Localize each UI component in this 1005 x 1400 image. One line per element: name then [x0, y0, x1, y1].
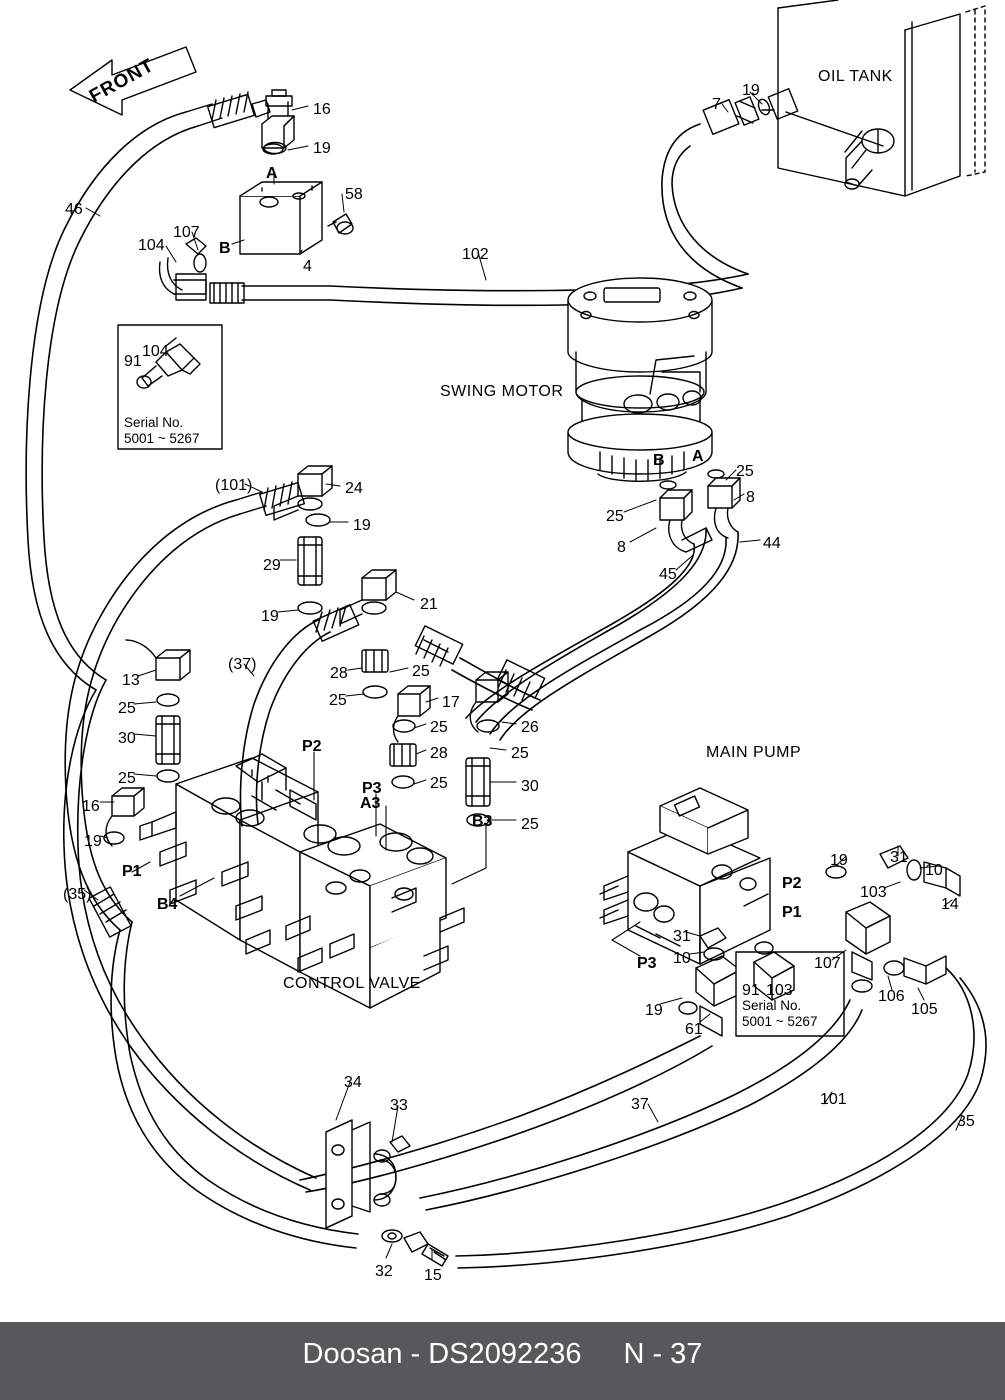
callout-P1: P1 [782, 904, 802, 921]
callout-19: 19 [261, 608, 279, 625]
main-pump-label: MAIN PUMP [706, 744, 802, 761]
callout-25: 25 [606, 508, 624, 525]
footer-brand-part: Doosan - DS2092236 [302, 1338, 582, 1370]
callout-104: 104 [138, 237, 165, 254]
callout-10: 10 [673, 950, 691, 967]
oil-tank-body [778, 0, 985, 196]
callout-13: 13 [122, 672, 140, 689]
callout-B3: B3 [472, 813, 493, 830]
hose-upper-right-diagonal [415, 626, 540, 710]
control-valve-assembly [140, 754, 464, 1008]
fitting-28-lower [390, 744, 416, 766]
callout-8: 8 [617, 539, 626, 556]
callout-19: 19 [313, 140, 331, 157]
callout-A: A [692, 448, 704, 465]
callout-16: 16 [313, 101, 331, 118]
callout-101: 101 [820, 1091, 847, 1108]
callout-P1: P1 [122, 863, 142, 880]
callout-B: B [219, 240, 231, 257]
callout-19: 19 [353, 517, 371, 534]
fitting-17 [394, 686, 431, 742]
main-pump-p1-fitting [846, 902, 946, 992]
hose-end-sleeve-102-left [210, 283, 244, 303]
washer-32 [382, 1230, 402, 1242]
callout-25: 25 [521, 816, 539, 833]
serial-note-left-part-91: 91 [124, 353, 142, 370]
screw-58 [328, 214, 353, 234]
front-arrow-container [60, 55, 190, 145]
clamp-33 [374, 1136, 410, 1206]
footer-page-number: N - 37 [623, 1338, 703, 1370]
callout-35: 35 [957, 1113, 975, 1130]
callout-16: 16 [82, 798, 100, 815]
callout-45: 45 [659, 566, 677, 583]
callout-8: 8 [746, 489, 755, 506]
bushing-30-right [466, 758, 490, 806]
callout-58: 58 [345, 186, 363, 203]
callout-25: 25 [511, 745, 529, 762]
serial-note-left-line2: 5001 ~ 5267 [124, 431, 200, 446]
fitting-28-upper [362, 650, 388, 672]
oring-25-mid [393, 720, 415, 732]
callout-46: 46 [65, 201, 83, 218]
callout-102: 102 [462, 246, 489, 263]
serial-note-right-line2: 5001 ~ 5267 [742, 1014, 818, 1029]
bracket-34 [326, 1120, 370, 1228]
oil-tank-label: OIL TANK [818, 68, 893, 85]
fitting-21 [340, 570, 396, 624]
callout-19: 19 [84, 833, 102, 850]
callout-28: 28 [330, 665, 348, 682]
valve-block-4 [240, 182, 322, 254]
callout-25: 25 [118, 770, 136, 787]
oil-tank-port [845, 129, 894, 189]
swing-motor-label: SWING MOTOR [440, 383, 564, 400]
callout-A: A [266, 165, 278, 182]
bushing-29 [298, 537, 322, 585]
callout-32: 32 [375, 1263, 393, 1280]
front-arrow-label: FRONT [86, 54, 158, 108]
serial-note-left-line1: Serial No. [124, 415, 184, 430]
callout-35: (35) [63, 886, 92, 903]
oring-25-left-bottom [157, 770, 179, 782]
callout-B4: B4 [157, 896, 178, 913]
callout-34: 34 [344, 1074, 362, 1091]
callout-61: 61 [685, 1021, 703, 1038]
callout-25: 25 [329, 692, 347, 709]
callout-25: 25 [412, 663, 430, 680]
callout-B: B [653, 452, 665, 469]
callout-25: 25 [430, 719, 448, 736]
oring-25-left-top [157, 694, 179, 706]
callout-25: 25 [430, 775, 448, 792]
callout-105: 105 [911, 1001, 938, 1018]
callout-26: 26 [521, 719, 539, 736]
callout-24: 24 [345, 480, 363, 497]
callout-33: 33 [390, 1097, 408, 1114]
callout-19: 19 [830, 852, 848, 869]
oring-25-lower [392, 776, 414, 788]
serial-note-right-part-91: 91 [742, 982, 760, 999]
callout-17: 17 [442, 694, 460, 711]
callout-29: 29 [263, 557, 281, 574]
callout-A3: A3 [360, 795, 381, 812]
callout-25: 25 [118, 700, 136, 717]
callout-P2: P2 [782, 875, 802, 892]
callout-15: 15 [424, 1267, 442, 1284]
callout-44: 44 [763, 535, 781, 552]
bushing-30-left [156, 716, 180, 764]
callout-P3: P3 [637, 955, 657, 972]
callout-106: 106 [878, 988, 905, 1005]
callout-107: 107 [814, 955, 841, 972]
callout-7: 7 [712, 96, 721, 113]
callout-101: (101) [215, 477, 253, 494]
fitting-16-left [104, 788, 144, 846]
hose-37-bottom [300, 1036, 712, 1192]
callout-P3: P3 [362, 780, 382, 797]
swing-motor-port-fittings [660, 470, 740, 552]
callout-103: 103 [860, 884, 887, 901]
callout-19: 19 [742, 82, 760, 99]
oil-tank-internal-line [786, 112, 883, 146]
oring-25-upper [363, 686, 387, 698]
footer-text [0, 1338, 1005, 1371]
callout-25: 25 [736, 463, 754, 480]
callout-28: 28 [430, 745, 448, 762]
callout-14: 14 [941, 896, 959, 913]
callout-37: (37) [228, 656, 257, 673]
callout-30: 30 [118, 730, 136, 747]
callout-31: 31 [890, 849, 908, 866]
callout-31: 31 [673, 928, 691, 945]
oring-19-under-24 [306, 514, 330, 526]
serial-note-left-part-104: 104 [142, 343, 169, 360]
callout-21: 21 [420, 596, 438, 613]
hose-45 [466, 528, 706, 722]
swing-motor-assembly [568, 278, 712, 481]
oring-19-under-29 [298, 602, 322, 614]
bolt-15 [404, 1232, 448, 1266]
callout-4: 4 [303, 258, 312, 275]
callout-10: 10 [925, 862, 943, 879]
control-valve-label: CONTROL VALVE [283, 975, 421, 992]
callout-19: 19 [645, 1002, 663, 1019]
serial-note-right-line1: Serial No. [742, 998, 802, 1013]
serial-note-right-part-103: 103 [766, 982, 793, 999]
callout-37: 37 [631, 1096, 649, 1113]
callout-P2: P2 [302, 738, 322, 755]
callout-30: 30 [521, 778, 539, 795]
callout-107: 107 [173, 224, 200, 241]
